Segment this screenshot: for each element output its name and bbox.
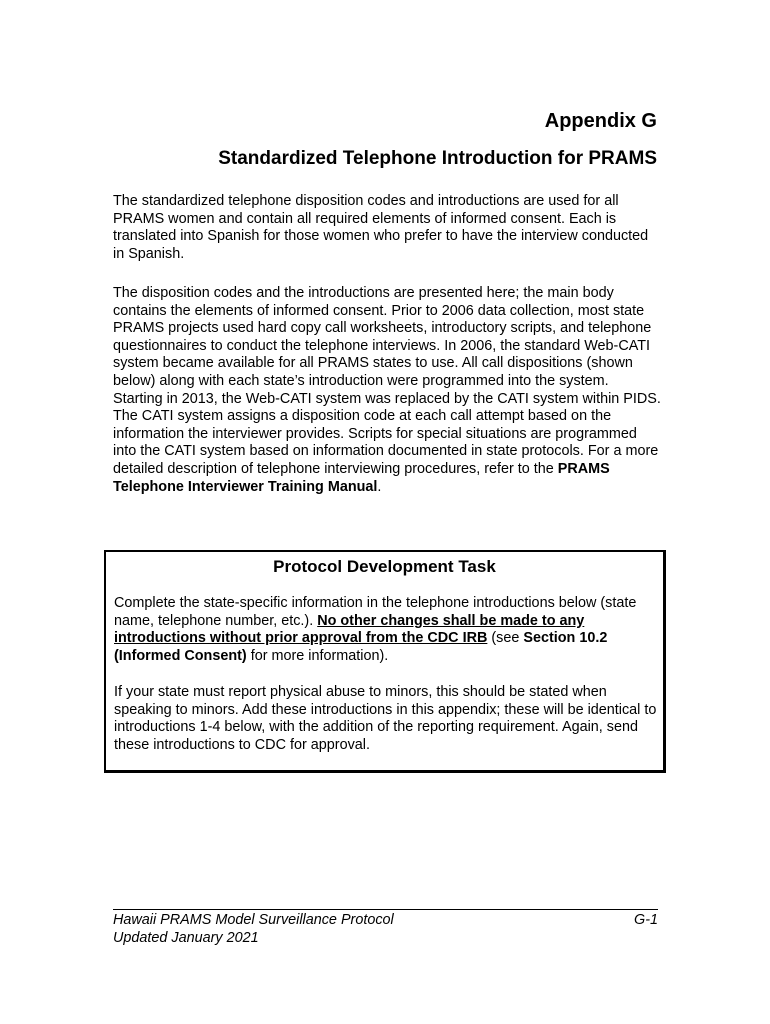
task-instructions-end: for more information).: [246, 647, 389, 664]
task-restriction-emphasis: No other changes shall be made to any introductions without prior approval from the CDC IRB: [114, 612, 585, 647]
task-instructions-paragraph: [114, 595, 660, 665]
page-number: G-1: [634, 912, 658, 928]
disposition-paragraph: [113, 285, 661, 496]
disposition-paragraph-end: .: [377, 478, 382, 495]
task-section-reference: Section 10.2 (Informed Consent): [114, 630, 608, 664]
footer-protocol-info: [113, 911, 394, 947]
appendix-label: Appendix G: [544, 110, 657, 132]
task-abuse-reporting-paragraph: If your state must report physical abuse to minors, this should be stated when speaking to minors. Add these introductions in this appendix; these will be identical to introductions 1-4 below, with the addition of the reporting requirement. Again, send these introductions to CDC for approval.: [114, 684, 657, 753]
task-see-text: (see: [487, 630, 524, 647]
task-box-title: Protocol Development Task: [273, 557, 496, 576]
footer-protocol-name: Hawaii PRAMS Model Surveillance Protocol: [113, 912, 394, 928]
footer-divider: [113, 909, 658, 910]
disposition-paragraph-text: The disposition codes and the introductions are presented here; the main body contains the elements of informed consent. Prior to 2006 data collection, most state PRAMS projects used hard copy call worksheets, introductory scripts, and telephone questionnaires to conduct the telephone interviews. In 2006, the standard Web-CATI system became available for all PRAMS states to use. All call dispositions (shown below) along with each state’s introduction were programmed into the system. Starting in 2013, the Web-CATI system was replaced by the CATI system within PIDS. The CATI system assigns a disposition code at each call attempt based on the information the interviewer provides. Scripts for special situations are programmed into the CATI system based on information documented in state protocols. For a more detailed description of telephone interviewing procedures, refer to the: [113, 285, 661, 477]
footer-updated-date: Updated January 2021: [113, 930, 259, 946]
protocol-task-box: [104, 550, 666, 773]
intro-paragraph: The standardized telephone disposition codes and introductions are used for all PRAMS women and contain all required elements of informed consent. Each is translated into Spanish for those women who prefer to have the interview conducted in Spanish.: [113, 193, 649, 262]
training-manual-reference: PRAMS Telephone Interviewer Training Manual: [113, 460, 610, 495]
page-title: Standardized Telephone Introduction for PRAMS: [218, 148, 657, 169]
task-instructions-text: Complete the state-specific information in the telephone introductions below (state name, telephone number, etc.).: [114, 595, 637, 629]
